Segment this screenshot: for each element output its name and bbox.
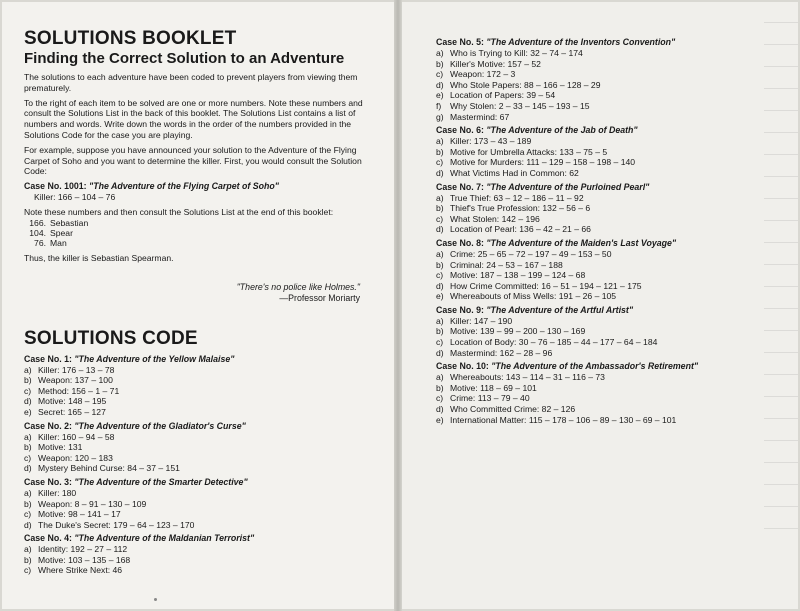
solution-item — [24, 488, 374, 499]
item-text: Motive: 139 – 99 – 200 – 130 – 169 — [450, 326, 586, 337]
item-letter: d) — [24, 396, 32, 407]
case-title: "The Adventure of the Purloined Pearl" — [486, 181, 650, 192]
item-letter: b) — [436, 58, 444, 69]
example-case-title: "The Adventure of the Flying Carpet of Soho" — [89, 181, 279, 192]
item-text: Killer: 147 – 190 — [450, 315, 513, 326]
solution-item — [24, 375, 374, 386]
solution-item — [436, 90, 776, 101]
solution-item — [436, 337, 776, 348]
item-text: Thief's True Profession: 132 – 56 – 6 — [450, 203, 591, 214]
solution-item — [436, 168, 776, 179]
solution-item — [436, 260, 776, 271]
item-letter: c) — [436, 270, 444, 281]
example-number-list — [24, 218, 374, 249]
item-letter: c) — [436, 337, 444, 348]
case-heading — [436, 238, 776, 249]
right-case-list — [436, 37, 776, 425]
item-text: Secret: 165 – 127 — [38, 406, 106, 417]
solution-item — [24, 509, 374, 520]
item-letter: a) — [24, 431, 32, 442]
solution-item — [436, 372, 776, 383]
solution-item — [436, 249, 776, 260]
solution-item — [436, 348, 776, 359]
item-letter: e) — [24, 406, 32, 417]
solution-item — [436, 69, 776, 80]
solution-item — [436, 316, 776, 327]
item-letter: d) — [436, 79, 444, 90]
intro-paragraph-1: The solutions to each adventure have been coded to prevent players from viewing them prematurely. — [24, 72, 358, 93]
item-letter: b) — [436, 326, 444, 337]
case-heading — [24, 477, 374, 488]
item-text: Killer: 160 – 94 – 58 — [38, 431, 115, 442]
solution-item — [24, 520, 374, 531]
item-text: Motive for Murders: 111 – 129 – 158 – 198 – 140 — [450, 157, 636, 168]
item-text: Criminal: 24 – 53 – 167 – 188 — [450, 259, 563, 270]
item-text: Killer: 180 — [38, 487, 77, 498]
item-text: Mastermind: 67 — [450, 111, 510, 122]
solution-item — [436, 80, 776, 91]
example-killer: Killer: 166 – 104 – 76 — [34, 192, 116, 203]
bleed-through-lines — [764, 22, 798, 582]
item-text: Motive: 98 – 141 – 17 — [38, 509, 121, 520]
example-case-no: Case No. 1001: — [24, 181, 87, 192]
item-letter: a) — [436, 372, 444, 383]
solution-item — [24, 565, 374, 576]
item-text: Mystery Behind Curse: 84 – 37 – 151 — [38, 463, 180, 474]
case-number: Case No. 3: — [24, 476, 72, 487]
item-letter: a) — [436, 192, 444, 203]
solution-item — [436, 157, 776, 168]
solution-item — [436, 270, 776, 281]
item-letter: a) — [436, 136, 444, 147]
item-letter: e) — [436, 291, 444, 302]
case-number: Case No. 7: — [436, 181, 484, 192]
item-letter: c) — [436, 213, 444, 224]
item-text: Killer: 173 – 43 – 189 — [450, 136, 532, 147]
case-title: "The Adventure of the Maiden's Last Voyage" — [486, 237, 677, 248]
item-letter: g) — [436, 111, 444, 122]
item-letter: b) — [24, 442, 32, 453]
solution-item — [436, 404, 776, 415]
case-number: Case No. 10: — [436, 361, 489, 372]
solution-item — [436, 326, 776, 337]
right-page — [402, 2, 798, 609]
item-letter: a) — [24, 364, 32, 375]
item-text: Where Strike Next: 46 — [38, 565, 123, 576]
case-title: "The Adventure of the Artful Artist" — [486, 304, 634, 315]
case-heading — [436, 125, 776, 136]
number-row: 104. Spear — [29, 227, 73, 238]
solution-item — [24, 555, 374, 566]
solution-item — [24, 386, 374, 397]
item-text: Motive: 103 – 135 – 168 — [38, 554, 131, 565]
item-text: Who Committed Crime: 82 – 126 — [450, 404, 576, 415]
intro-paragraph-2: To the right of each item to be solved are one or more numbers. Note these numbers and consult the Solutions List in the back of this booklet. The Solutions List contains a list of numbers and words. Write down the words in the order of the numbers provided in the Solutions Code for the case you are playing. — [24, 97, 363, 140]
item-text: Method: 156 – 1 – 71 — [38, 385, 120, 396]
item-text: What Victims Had in Common: 62 — [450, 167, 579, 178]
item-text: Motive: 187 – 138 – 199 – 124 – 68 — [450, 270, 586, 281]
item-letter: d) — [436, 224, 444, 235]
item-text: Identity: 192 – 27 – 112 — [38, 544, 128, 555]
case-heading — [24, 533, 374, 544]
item-letter: c) — [24, 509, 32, 520]
number-row: 76. Man — [34, 238, 67, 249]
item-letter: c) — [436, 157, 444, 168]
item-text: Location of Papers: 39 – 54 — [450, 90, 556, 101]
solution-item — [436, 214, 776, 225]
booklet-subtitle: Finding the Correct Solution to an Adventure — [24, 50, 345, 67]
case-number: Case No. 1: — [24, 353, 72, 364]
item-text: True Thief: 63 – 12 – 186 – 11 – 92 — [450, 192, 584, 203]
item-letter: a) — [24, 487, 32, 498]
solution-item — [436, 48, 776, 59]
case-number: Case No. 8: — [436, 237, 484, 248]
quote-text: "There's no police like Holmes." — [236, 281, 360, 292]
item-letter: b) — [436, 146, 444, 157]
item-letter: c) — [24, 565, 32, 576]
item-text: Killer: 176 – 13 – 78 — [38, 364, 115, 375]
item-letter: d) — [436, 347, 444, 358]
item-text: Who is Trying to Kill: 32 – 74 – 174 — [450, 48, 583, 58]
solution-item — [436, 136, 776, 147]
item-text: Killer's Motive: 157 – 52 — [450, 58, 541, 69]
item-letter: c) — [24, 452, 32, 463]
item-letter: b) — [436, 259, 444, 270]
solution-item — [24, 432, 374, 443]
item-letter: f) — [436, 100, 442, 111]
book-gutter — [394, 0, 402, 611]
item-text: How Crime Committed: 16 – 51 – 194 – 121 – 175 — [450, 280, 642, 291]
case-title: "The Adventure of the Inventors Convention" — [486, 37, 676, 47]
item-text: Motive for Umbrella Attacks: 133 – 75 – 5 — [450, 146, 608, 157]
item-letter: b) — [436, 382, 444, 393]
item-text: Weapon: 120 – 183 — [38, 452, 113, 463]
case-title: "The Adventure of the Yellow Malaise" — [74, 353, 235, 364]
item-text: Who Stole Papers: 88 – 166 – 128 – 29 — [450, 79, 601, 90]
case-heading — [436, 182, 776, 193]
item-text: The Duke's Secret: 179 – 64 – 123 – 170 — [38, 519, 195, 530]
solution-item — [436, 101, 776, 112]
case-title: "The Adventure of the Smarter Detective" — [74, 476, 248, 487]
item-text: Weapon: 8 – 91 – 130 – 109 — [38, 498, 147, 509]
solution-item — [24, 499, 374, 510]
item-text: Whereabouts of Miss Wells: 191 – 26 – 105 — [450, 291, 617, 302]
item-letter: e) — [436, 414, 444, 425]
solution-item — [24, 463, 374, 474]
solution-item — [436, 291, 776, 302]
solution-item — [436, 193, 776, 204]
item-letter: b) — [436, 203, 444, 214]
item-letter: d) — [436, 280, 444, 291]
item-text: Motive: 131 — [38, 442, 83, 453]
solution-item — [436, 415, 776, 426]
item-letter: c) — [436, 69, 444, 80]
item-letter: c) — [436, 393, 444, 404]
item-letter: d) — [436, 167, 444, 178]
intro-paragraph-3: For example, suppose you have announced your solution to the Adventure of the Flying Carpet of Soho and you want to determine the killer. First, you would consult the Solution Code: — [24, 144, 362, 177]
case-heading — [24, 354, 374, 365]
quote-block — [24, 282, 374, 304]
solution-item — [436, 147, 776, 158]
item-letter: a) — [436, 315, 444, 326]
item-letter: b) — [24, 554, 32, 565]
item-text: Location of Body: 30 – 76 – 185 – 44 – 177 – 64 – 184 — [450, 337, 658, 348]
number-row: 166. Sebastian — [29, 217, 89, 228]
booklet-title: SOLUTIONS BOOKLET — [24, 28, 237, 49]
item-letter: d) — [24, 519, 32, 530]
item-text: Weapon: 172 – 3 — [450, 69, 516, 80]
case-number: Case No. 5: — [436, 37, 484, 47]
left-page — [2, 2, 394, 609]
solution-item — [24, 544, 374, 555]
item-letter: a) — [24, 544, 32, 555]
item-letter: e) — [436, 90, 444, 101]
item-text: Why Stolen: 2 – 33 – 145 – 193 – 15 — [450, 100, 590, 111]
item-letter: b) — [24, 498, 32, 509]
case-title: "The Adventure of the Maldanian Terrorist" — [74, 533, 255, 544]
item-text: Crime: 25 – 65 – 72 – 197 – 49 – 153 – 50 — [450, 248, 612, 259]
solution-item — [24, 396, 374, 407]
item-text: Whereabouts: 143 – 114 – 31 – 116 – 73 — [450, 372, 605, 383]
item-letter: d) — [436, 404, 444, 415]
item-text: Location of Pearl: 136 – 42 – 21 – 66 — [450, 224, 591, 235]
item-text: Weapon: 137 – 100 — [38, 375, 113, 386]
item-text: Motive: 148 – 195 — [38, 396, 107, 407]
case-title: "The Adventure of the Ambassador's Retirement" — [491, 361, 699, 372]
case-number: Case No. 9: — [436, 304, 484, 315]
item-text: Mastermind: 162 – 28 – 96 — [450, 347, 553, 358]
case-heading — [436, 37, 776, 48]
solution-item — [24, 453, 374, 464]
item-letter: b) — [24, 375, 32, 386]
solution-item — [436, 281, 776, 292]
solution-item — [436, 393, 776, 404]
case-heading — [436, 361, 776, 372]
solution-item — [436, 59, 776, 70]
case-title: "The Adventure of the Gladiator's Curse" — [74, 420, 246, 431]
solution-item — [24, 442, 374, 453]
case-title: "The Adventure of the Jab of Death" — [486, 125, 638, 136]
solutions-code-title: SOLUTIONS CODE — [24, 327, 198, 349]
case-number: Case No. 4: — [24, 533, 72, 544]
note-text: Note these numbers and then consult the Solutions List at the end of this booklet: — [24, 206, 334, 217]
solution-item — [436, 112, 776, 123]
conclusion-text: Thus, the killer is Sebastian Spearman. — [24, 252, 174, 263]
case-heading — [24, 421, 374, 432]
item-letter: c) — [24, 385, 32, 396]
quote-author: —Professor Moriarty — [279, 292, 360, 303]
page-speck — [154, 598, 157, 601]
left-case-list — [24, 354, 374, 577]
item-text: Motive: 118 – 69 – 101 — [450, 382, 537, 393]
item-letter: a) — [436, 248, 444, 259]
solution-item — [24, 365, 374, 376]
item-letter: d) — [24, 463, 32, 474]
item-letter: a) — [436, 48, 444, 58]
solution-item — [436, 383, 776, 394]
case-number: Case No. 2: — [24, 420, 72, 431]
case-heading — [436, 305, 776, 316]
solution-item — [24, 407, 374, 418]
example-case-heading — [24, 181, 374, 192]
case-number: Case No. 6: — [436, 125, 484, 136]
item-text: International Matter: 115 – 178 – 106 – 89 – 130 – 69 – 101 — [450, 414, 677, 425]
item-text: Crime: 113 – 79 – 40 — [450, 393, 530, 404]
solution-item — [436, 203, 776, 214]
solution-item — [436, 224, 776, 235]
item-text: What Stolen: 142 – 196 — [450, 213, 540, 224]
